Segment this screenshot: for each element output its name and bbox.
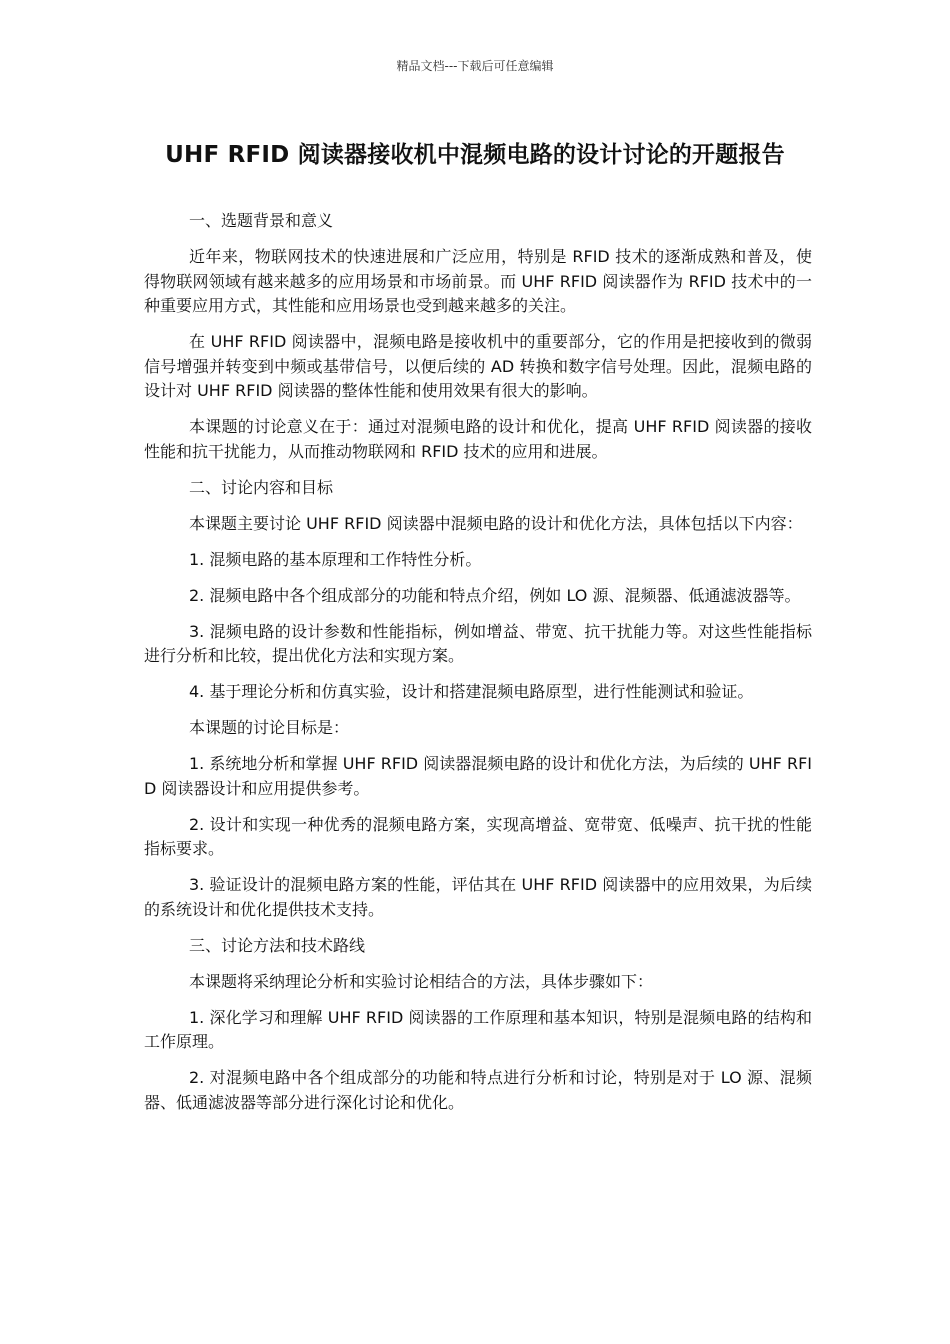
paragraph: 本课题主要讨论 UHF RFID 阅读器中混频电路的设计和优化方法，具体包括以下内容： [189, 513, 803, 533]
paragraph: 本课题的讨论目标是： [189, 718, 350, 737]
paragraph: 本课题将采纳理论分析和实验讨论相结合的方法，具体步骤如下： [189, 971, 654, 991]
list-item: 1. 混频电路的基本原理和工作特性分析。 [189, 549, 482, 569]
section-heading-method: 三、讨论方法和技术路线 [189, 935, 366, 955]
list-item: 1. 深化学习和理解 UHF RFID 阅读器的工作原理和基本知识，特别是混频电路的结构和工作原理。 [144, 1007, 812, 1051]
document-body [144, 209, 812, 1127]
list-item: 3. 验证设计的混频电路方案的性能，评估其在 UHF RFID 阅读器中的应用效果，为后续的系统设计和优化提供技术支持。 [144, 875, 812, 919]
document-title: UHF RFID 阅读器接收机中混频电路的设计讨论的开题报告 [165, 142, 785, 168]
list-item: 3. 混频电路的设计参数和性能指标，例如增益、带宽、抗干扰能力等。对这些性能指标进行分析和比较，提出优化方法和实现方案。 [144, 621, 812, 665]
paragraph: 在 UHF RFID 阅读器中，混频电路是接收机中的重要部分，它的作用是把接收到的微弱信号增强并转变到中频或基带信号，以便后续的 AD 转换和数字信号处理。因此，混频电路的设计对 UHF RFID 阅读器的整体性能和使用效果有很大的影响。 [144, 332, 812, 400]
list-item: 2. 混频电路中各个组成部分的功能和特点介绍，例如 LO 源、混频器、低通滤波器等。 [189, 585, 801, 605]
paragraph: 近年来，物联网技术的快速进展和广泛应用，特别是 RFID 技术的逐渐成熟和普及，使得物联网领域有越来越多的应用场景和市场前景。而 UHF RFID 阅读器作为 RFID 技术中的一种重要应用方式，其性能和应用场景也受到越来越多的关注。 [144, 247, 812, 315]
list-item: 1. 系统地分析和掌握 UHF RFID 阅读器混频电路的设计和优化方法，为后续的 UHF RFID 阅读器设计和应用提供参考。 [144, 754, 812, 798]
paragraph: 本课题的讨论意义在于：通过对混频电路的设计和优化，提高 UHF RFID 阅读器的接收性能和抗干扰能力，从而推动物联网和 RFID 技术的应用和进展。 [144, 417, 812, 461]
section-heading-background: 一、选题背景和意义 [189, 211, 334, 230]
page-header: 精品文档---下载后可任意编辑 [396, 59, 554, 73]
list-item: 2. 对混频电路中各个组成部分的功能和特点进行分析和讨论，特别是对于 LO 源、混频器、低通滤波器等部分进行深化讨论和优化。 [144, 1068, 812, 1112]
list-item: 2. 设计和实现一种优秀的混频电路方案，实现高增益、宽带宽、低噪声、抗干扰的性能指标要求。 [144, 814, 812, 858]
section-heading-content: 二、讨论内容和目标 [189, 477, 334, 497]
list-item: 4. 基于理论分析和仿真实验，设计和搭建混频电路原型，进行性能测试和验证。 [189, 682, 754, 701]
